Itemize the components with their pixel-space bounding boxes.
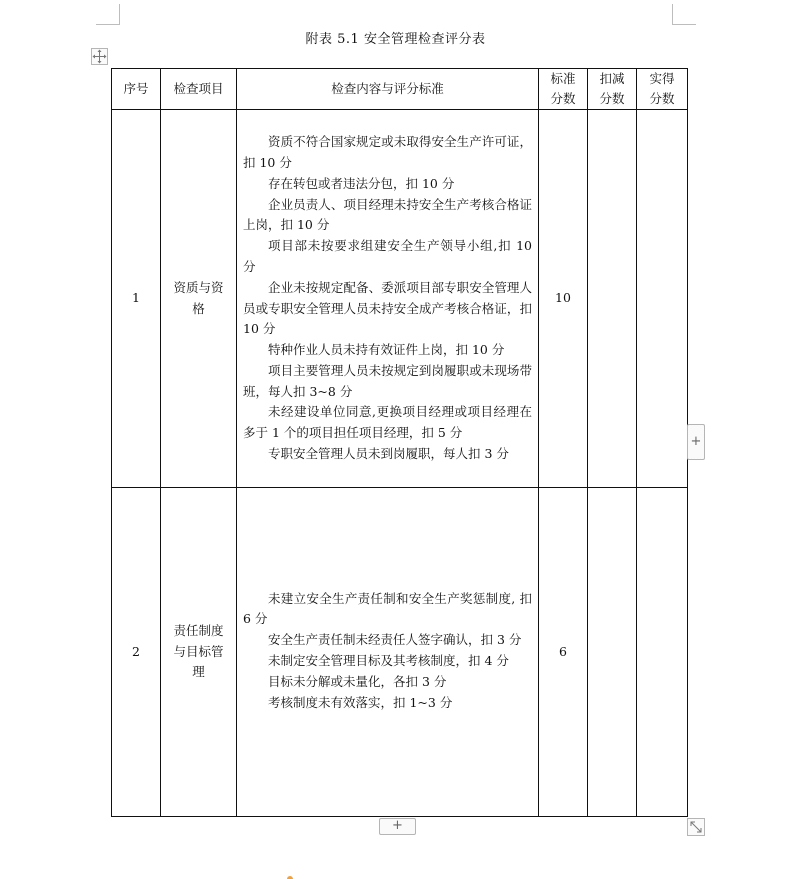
header-deducted-score[interactable]: [588, 69, 637, 110]
header-content-label: 检查内容与评分标准: [331, 81, 444, 96]
criterion-paragraph: 项目主要管理人员未按规定到岗履职或未现场带班，每人扣 3~8 分: [243, 362, 532, 399]
row-index-cell[interactable]: [112, 488, 161, 817]
header-actual-line1: 实得: [649, 71, 675, 86]
crop-mark-top-right-vertical: [672, 4, 673, 25]
criterion-paragraph: 未制定安全管理目标及其考核制度，扣 4 分: [268, 653, 509, 668]
criterion-paragraph: 目标未分解或未量化，各扣 3 分: [268, 673, 447, 689]
table-header-row: [112, 69, 688, 110]
row-item-cell[interactable]: [161, 110, 237, 488]
row-deducted-score-cell[interactable]: [588, 110, 637, 488]
crop-mark-top-left-vertical: [119, 4, 120, 25]
safety-score-table: [111, 68, 688, 817]
header-actual-line2: 分数: [649, 91, 675, 106]
criterion-paragraph: 资质不符合国家规定或未取得安全生产许可证，扣 10 分: [243, 134, 532, 170]
criterion-paragraph: 项目部未按要求组建安全生产领导小组,扣 10 分: [243, 238, 532, 274]
criterion-paragraph: 安全生产责任制未经责任人签字确认，扣 3 分: [268, 632, 522, 648]
table-resize-handle[interactable]: [687, 818, 705, 836]
table-row: [112, 110, 688, 488]
row-content-cell[interactable]: [237, 488, 539, 817]
header-standard-score[interactable]: [539, 69, 588, 110]
criterion-paragraph: 企业员责人、项目经理未持安全生产考核合格证上岗，扣 10 分: [243, 196, 532, 233]
header-index[interactable]: [112, 69, 161, 110]
row-standard-score-cell[interactable]: [539, 110, 588, 488]
criterion-paragraph: 未建立安全生产责任制和安全生产奖惩制度, 扣 6 分: [243, 590, 532, 627]
row-index-cell[interactable]: [112, 110, 161, 488]
plus-icon: +: [690, 434, 702, 449]
header-index-label: 序号: [123, 81, 149, 96]
row-item: 责任制度与目标管理: [173, 622, 224, 680]
header-content[interactable]: [237, 69, 539, 110]
header-standard-line1: 标准: [550, 71, 576, 86]
crop-mark-top-right-horizontal: [672, 24, 696, 25]
header-item[interactable]: [161, 69, 237, 110]
move-icon: [92, 49, 107, 64]
row-content-cell[interactable]: [237, 110, 539, 488]
criterion-paragraph: 考核制度未有效落实，扣 1~3 分: [268, 694, 453, 710]
table-move-handle[interactable]: [91, 48, 108, 65]
header-item-label: 检查项目: [173, 81, 224, 96]
add-row-button[interactable]: [379, 818, 416, 835]
header-standard-line2: 分数: [550, 91, 576, 106]
row-standard-score-cell[interactable]: [539, 488, 588, 817]
header-deduct-line1: 扣减: [599, 71, 625, 86]
table-row: [112, 488, 688, 817]
row-item: 资质与资格: [173, 279, 224, 316]
row-actual-score-cell[interactable]: [637, 488, 688, 817]
criterion-paragraph: 存在转包或者违法分包，扣 10 分: [268, 175, 455, 191]
row-standard-score: 6: [559, 643, 567, 659]
crop-mark-top-left-horizontal: [96, 24, 120, 25]
criterion-paragraph: 专职安全管理人员未到岗履职，每人扣 3 分: [268, 446, 509, 462]
plus-icon: +: [392, 818, 403, 833]
criterion-paragraph: 特种作业人员未持有效证件上岗，扣 10 分: [268, 342, 505, 358]
row-standard-score: 10: [555, 290, 571, 306]
resize-icon: [688, 819, 704, 835]
header-actual-score[interactable]: [637, 69, 688, 110]
criterion-paragraph: 未经建设单位同意,更换项目经理或项目经理在多于 1 个的项目担任项目经理，扣 5 分: [243, 404, 532, 441]
row-index: 2: [132, 643, 140, 659]
row-deducted-score-cell[interactable]: [588, 488, 637, 817]
header-deduct-line2: 分数: [599, 91, 625, 106]
row-actual-score-cell[interactable]: [637, 110, 688, 488]
add-column-button[interactable]: [687, 424, 705, 460]
document-title: 附表 5.1 安全管理检查评分表: [305, 32, 486, 47]
row-item-cell[interactable]: [161, 488, 237, 817]
criterion-paragraph: 企业未按规定配备、委派项目部专职安全管理人员或专职安全管理人员未持安全成产考核合格证，扣 10 分: [243, 279, 532, 337]
row-index: 1: [132, 290, 140, 306]
